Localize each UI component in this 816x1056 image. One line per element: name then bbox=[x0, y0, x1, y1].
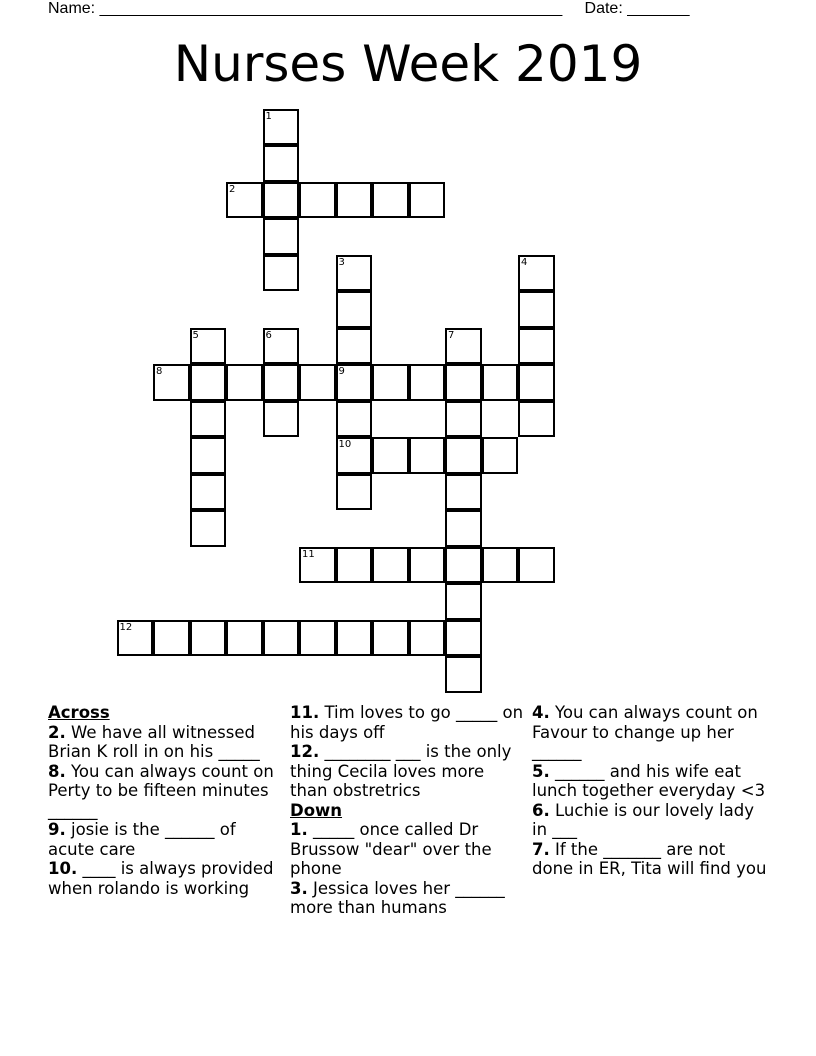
clue-number: 9. bbox=[48, 820, 66, 839]
grid-cell[interactable] bbox=[409, 364, 446, 401]
clue-number-label: 7 bbox=[448, 329, 455, 341]
grid-cell[interactable] bbox=[190, 437, 227, 474]
clue-number-label: 10 bbox=[338, 439, 352, 450]
grid-cell[interactable] bbox=[445, 510, 482, 547]
clue-number: 7. bbox=[532, 839, 550, 859]
clue-item bbox=[290, 879, 526, 918]
grid-cell[interactable] bbox=[518, 328, 555, 365]
clue-number-label: 1 bbox=[265, 110, 272, 122]
clue-number: 1. bbox=[290, 820, 308, 839]
clue-number: 8. bbox=[48, 761, 66, 781]
grid-cell[interactable] bbox=[226, 620, 263, 657]
date-field[interactable]: Date: _______ bbox=[584, 0, 690, 17]
grid-cell[interactable] bbox=[445, 474, 482, 511]
grid-cell[interactable] bbox=[263, 255, 300, 292]
clue-number: 6. bbox=[532, 800, 550, 820]
grid-cell[interactable] bbox=[263, 401, 300, 438]
grid-cell[interactable] bbox=[518, 547, 555, 584]
clue-text: ______ and his wife eat lunch together everyday <3 bbox=[532, 761, 766, 800]
clue-number: 4. bbox=[532, 703, 550, 722]
clue-text: We have all witnessed Brian K roll in on his _____ bbox=[48, 722, 260, 761]
clue-number: 11. bbox=[290, 703, 320, 722]
grid-cell[interactable] bbox=[518, 291, 555, 328]
clue-number-label: 9 bbox=[338, 366, 345, 377]
grid-cell[interactable] bbox=[372, 547, 409, 584]
clue-number: 2. bbox=[48, 722, 66, 742]
grid-cell[interactable] bbox=[445, 401, 482, 438]
clue-number-label: 4 bbox=[521, 256, 528, 268]
grid-cell[interactable] bbox=[153, 620, 190, 657]
clue-number-label: 11 bbox=[302, 548, 315, 560]
clues-column-1 bbox=[48, 703, 284, 898]
grid-cell[interactable] bbox=[445, 620, 482, 657]
grid-cell[interactable] bbox=[372, 620, 409, 657]
clue-text: You can always count on Perty to be fifteen minutes ______ bbox=[48, 761, 274, 820]
clue-item bbox=[532, 801, 768, 840]
grid-cell[interactable] bbox=[263, 182, 300, 219]
grid-cell[interactable] bbox=[482, 437, 519, 474]
grid-cell[interactable] bbox=[518, 401, 555, 438]
grid-cell[interactable] bbox=[482, 547, 519, 584]
grid-cell[interactable] bbox=[372, 364, 409, 401]
grid-cell[interactable] bbox=[190, 401, 227, 438]
clue-text: Luchie is our lovely lady in ___ bbox=[532, 800, 754, 839]
grid-cell[interactable] bbox=[263, 620, 300, 657]
clue-item bbox=[290, 820, 526, 879]
grid-cell[interactable] bbox=[299, 620, 336, 657]
grid-cell[interactable] bbox=[336, 547, 373, 584]
grid-cell[interactable] bbox=[263, 218, 300, 255]
across-heading: Across bbox=[48, 703, 110, 722]
grid-cell[interactable] bbox=[226, 364, 263, 401]
grid-cell[interactable] bbox=[263, 145, 300, 182]
clue-number: 5. bbox=[532, 761, 550, 781]
grid-cell[interactable] bbox=[190, 510, 227, 547]
clue-text: Jessica loves her ______ more than humans bbox=[290, 878, 505, 917]
clue-number-label: 5 bbox=[192, 329, 199, 341]
grid-cell[interactable] bbox=[336, 291, 373, 328]
clue-item bbox=[532, 762, 768, 801]
grid-cell[interactable] bbox=[445, 583, 482, 620]
clue-number: 12. bbox=[290, 742, 320, 761]
clue-text: _____ once called Dr Brussow "dear" over the phone bbox=[290, 820, 492, 878]
grid-cell[interactable] bbox=[445, 547, 482, 584]
grid-cell[interactable] bbox=[190, 364, 227, 401]
clue-number-label: 12 bbox=[119, 621, 133, 633]
clue-item bbox=[532, 840, 768, 879]
grid-cell[interactable] bbox=[445, 656, 482, 693]
clue-item bbox=[48, 820, 284, 859]
clue-item bbox=[48, 762, 284, 821]
grid-cell[interactable] bbox=[409, 547, 446, 584]
clue-item bbox=[48, 859, 284, 898]
clue-number-label: 3 bbox=[338, 256, 345, 268]
grid-cell[interactable] bbox=[409, 620, 446, 657]
clue-item bbox=[290, 703, 526, 742]
grid-cell[interactable] bbox=[518, 364, 555, 401]
clue-number-label: 8 bbox=[156, 366, 163, 377]
grid-cell[interactable] bbox=[372, 182, 409, 219]
clue-number-label: 6 bbox=[265, 329, 272, 341]
grid-cell[interactable] bbox=[299, 364, 336, 401]
grid-cell[interactable] bbox=[299, 182, 336, 219]
name-field[interactable]: Name: ____________________________________________________ bbox=[48, 0, 563, 17]
grid-cell[interactable] bbox=[190, 620, 227, 657]
clues-column-3 bbox=[532, 703, 768, 879]
clue-number-label: 2 bbox=[229, 183, 236, 195]
grid-cell[interactable] bbox=[372, 437, 409, 474]
clue-text: Tim loves to go _____ on his days off bbox=[290, 703, 524, 742]
grid-cell[interactable] bbox=[336, 328, 373, 365]
grid-cell[interactable] bbox=[190, 474, 227, 511]
down-heading: Down bbox=[290, 800, 343, 820]
grid-cell[interactable] bbox=[445, 437, 482, 474]
grid-cell[interactable] bbox=[336, 401, 373, 438]
page-title: Nurses Week 2019 bbox=[173, 35, 643, 93]
clue-number: 10. bbox=[48, 859, 78, 878]
clue-text: ____ is always provided when rolando is working bbox=[48, 859, 274, 898]
grid-cell[interactable] bbox=[409, 182, 446, 219]
grid-cell[interactable] bbox=[482, 364, 519, 401]
clue-item bbox=[290, 742, 526, 801]
grid-cell[interactable] bbox=[336, 182, 373, 219]
grid-cell[interactable] bbox=[445, 364, 482, 401]
clue-item bbox=[532, 703, 768, 762]
clue-text: You can always count on Favour to change up her ______ bbox=[532, 703, 758, 761]
grid-cell[interactable] bbox=[409, 437, 446, 474]
grid-cell[interactable] bbox=[263, 364, 300, 401]
clue-text: If the _______ are not done in ER, Tita will find you bbox=[532, 839, 767, 878]
clues-column-2 bbox=[290, 703, 526, 918]
clue-item bbox=[48, 723, 284, 762]
grid-cell[interactable] bbox=[336, 620, 373, 657]
clue-number: 3. bbox=[290, 878, 308, 898]
grid-cell[interactable] bbox=[336, 474, 373, 511]
clue-text: josie is the ______ of acute care bbox=[48, 820, 236, 859]
clue-text: ________ ___ is the only thing Cecila loves more than obstretrics bbox=[290, 742, 512, 800]
